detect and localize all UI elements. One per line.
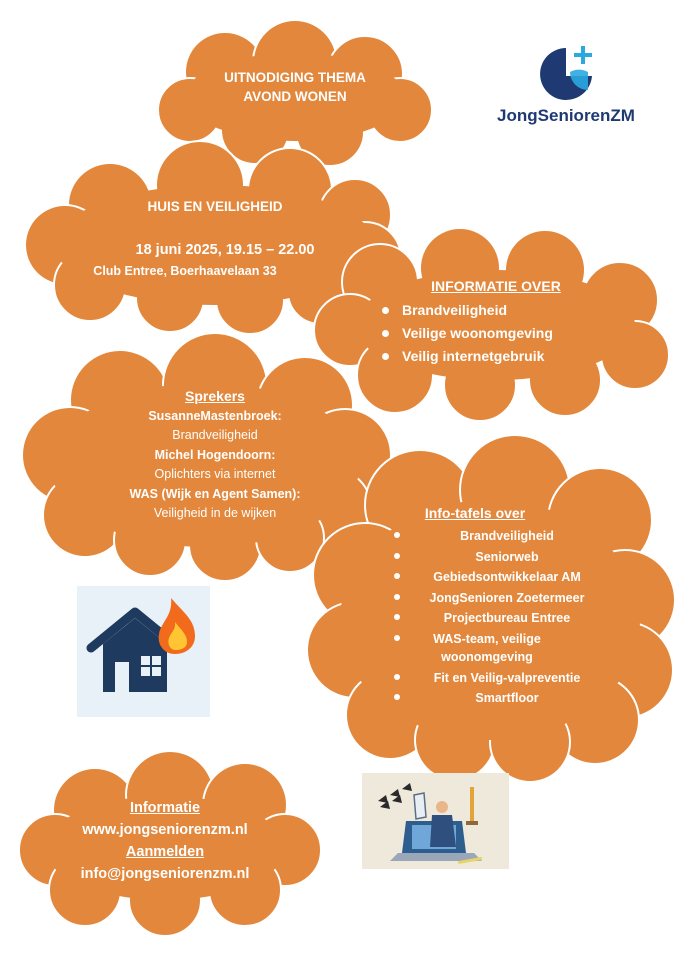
info-heading: Informatie — [129, 800, 201, 816]
list-item: Brandveiligheid — [376, 299, 616, 322]
invitation-line1: UITNODIGING THEMA — [224, 70, 366, 85]
info-over-heading: INFORMATIE OVER — [431, 278, 561, 294]
list-item: Veilig internetgebruik — [376, 345, 616, 368]
website-link[interactable]: www.jongseniorenzm.nl — [82, 822, 248, 838]
logo-mark-icon — [530, 42, 600, 104]
list-item: JongSenioren Zoetermeer — [392, 588, 602, 609]
invitation-title — [185, 68, 405, 106]
event-date: 18 juni 2025, 19.15 – 22.00 — [135, 242, 315, 258]
speaker-name: WAS (Wijk en Agent Samen): — [129, 486, 301, 501]
info-over-block — [376, 278, 616, 368]
invitation-line2: AVOND WONEN — [243, 89, 347, 104]
cyber-security-illustration — [362, 773, 509, 869]
speakers-block — [70, 387, 360, 524]
contact-block — [45, 797, 285, 885]
list-item: Fit en Veilig-valpreventie — [392, 668, 602, 689]
list-item: Brandveiligheid — [392, 526, 602, 547]
list-item: Seniorweb — [392, 547, 602, 568]
event-location: Club Entree, Boerhaavelaan 33 — [93, 264, 277, 278]
list-item: Gebiedsontwikkelaar AM — [392, 567, 602, 588]
logo — [486, 40, 646, 132]
speaker-topic: Oplichters via internet — [154, 467, 276, 481]
speaker-name: Michel Hogendoorn: — [154, 447, 276, 462]
speakers-heading: Sprekers — [185, 388, 245, 404]
info-tables-heading: Info-tafels over — [424, 505, 526, 521]
speaker-name: SusanneMastenbroek: — [148, 408, 282, 423]
house-fire-illustration — [77, 586, 210, 717]
email-link[interactable]: info@jongseniorenzm.nl — [80, 866, 250, 882]
logo-text: JongSeniorenZM — [497, 106, 635, 125]
list-item: WAS-team, veilige woonomgeving — [392, 629, 562, 668]
house-fire-icon — [77, 586, 210, 717]
list-item: Veilige woonomgeving — [376, 322, 616, 345]
info-over-list — [376, 299, 616, 368]
event-title: HUIS EN VEILIGHEID — [147, 199, 283, 214]
signup-heading: Aanmelden — [125, 844, 205, 860]
cyber-icon — [362, 773, 509, 869]
info-tables-list — [392, 526, 602, 709]
speaker-topic: Brandveiligheid — [172, 428, 258, 442]
speaker-topic: Veiligheid in de wijken — [153, 506, 277, 520]
list-item: Smartfloor — [392, 688, 602, 709]
list-item: Projectbureau Entree — [392, 608, 602, 629]
